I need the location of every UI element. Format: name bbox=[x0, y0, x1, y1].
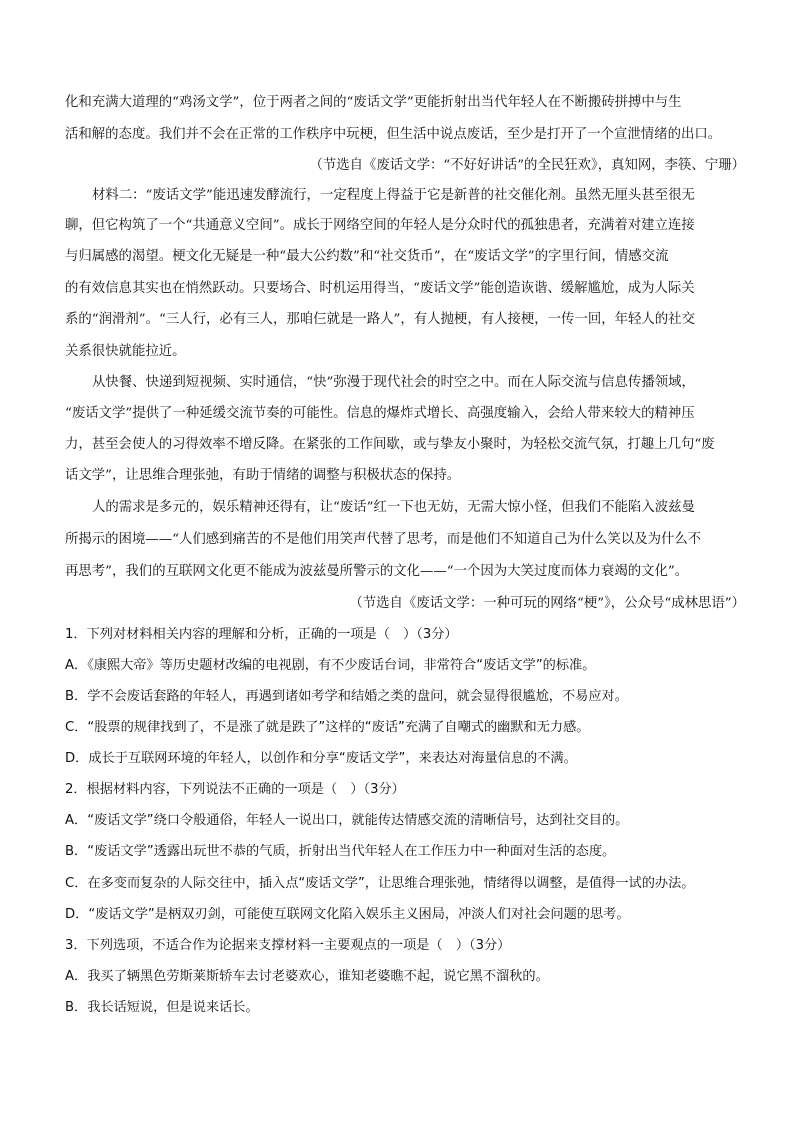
question-3-option-b: B．我长话短说，但是说来话长。 bbox=[65, 1000, 259, 1015]
material2-p1-line-1: 材料二：“废话文学”能迅速发酵流行，一定程度上得益于它是新普的社交催化剂。虽然无厘头甚至很无 bbox=[92, 188, 695, 203]
question-1-option-b: B．学不会废话套路的年轻人，再遇到诸如考学和结婚之类的盘问，就会显得很尴尬，不易应对。 bbox=[65, 689, 628, 704]
material1-source: （节选自《废话文学：“不好好讲话”的全民狂欢》，真知网，李筷、宁珊） bbox=[309, 158, 745, 173]
material2-source: （节选自《废话文学：一种可玩的网络“梗”》，公众号“成林思语”） bbox=[349, 596, 745, 611]
material2-p3-line-2: 所揭示的困境——“人们感到痛苦的不是他们用笑声代替了思考，而是他们不知道自己为什么笑以及为什么不 bbox=[65, 532, 702, 547]
question-1-option-a: A．《康熙大帝》等历史题材改编的电视剧，有不少废话台词，非常符合“废话文学”的标准。 bbox=[65, 658, 596, 673]
material2-p1-line-3: 与归属感的渴望。梗文化无疑是一种“最大公约数”和“社交货币”，在“废话文学”的字里行间，情感交流 bbox=[65, 249, 669, 264]
material2-p1-line-4: 的有效信息其实也在悄然跃动。只要场合、时机运用得当，“废话文学”能创造诙谐、缓解尴尬，成为人际关 bbox=[65, 281, 695, 296]
question-2-option-a: A．“废话文学”绕口令般通俗，年轻人一说出口，就能传达情感交流的清晰信号，达到社交目的。 bbox=[65, 813, 629, 828]
question-1-option-d: D．成长于互联网环境的年轻人，以创作和分享“废话文学”，来表达对海量信息的不满。 bbox=[65, 751, 577, 766]
material1-line-2: 活和解的态度。我们并不会在正常的工作秩序中玩梗，但生活中说点废话，至少是打开了一个宣泄情绪的出口。 bbox=[65, 127, 722, 142]
question-2-stem: 2．根据材料内容，下列说法不正确的一项是（ ）（3分） bbox=[65, 782, 405, 797]
material2-p2-line-2: “废话文学”提供了一种延缓交流节奏的可能性。信息的爆炸式增长、高强度输入，会给人带来较大的精神压 bbox=[65, 406, 695, 421]
question-2-option-c: C．在多变而复杂的人际交往中，插入点“废话文学”，让思维合理张弛，情绪得以调整，是值得一试的办法。 bbox=[65, 876, 695, 891]
material2-p3-line-1: 人的需求是多元的，娱乐精神还得有，让“废话”红一下也无妨，无需大惊小怪，但我们不能陷入波兹曼 bbox=[92, 500, 695, 515]
question-1-option-c: C．“股票的规律找到了，不是涨了就是跌了”这样的“废话”充满了自嘲式的幽默和无力感。 bbox=[65, 720, 590, 735]
question-3-stem: 3．下列选项，不适合作为论据来支撑材料一主要观点的一项是（ ）（3分） bbox=[65, 938, 511, 953]
material2-p3-line-3: 再思考”，我们的互联网文化更不能成为波兹曼所警示的文化——“一个因为大笑过度而体力衰竭的文化”。 bbox=[65, 564, 689, 579]
material2-p1-line-2: 聊，但它构筑了一个“共通意义空间”。成长于网络空间的年轻人是分众时代的孤独患者，充满着对建立连接 bbox=[65, 218, 695, 233]
question-2-option-b: B．“废话文学”透露出玩世不恭的气质，折射出当代年轻人在工作压力中一种面对生活的态度。 bbox=[65, 844, 616, 859]
material2-p2-line-3: 力，甚至会使人的习得效率不增反降。在紧张的工作间歇，或与挚友小聚时，为轻松交流气氛，打趣上几句“废 bbox=[65, 437, 715, 452]
question-2-option-d: D．“废话文学”是柄双刃剑，可能使互联网文化陷入娱乐主义困局，冲淡人们对社会问题的思考。 bbox=[65, 907, 630, 922]
question-1-stem: 1．下列对材料相关内容的理解和分析，正确的一项是（ ）（3分） bbox=[65, 627, 458, 642]
material2-p1-line-5: 系的“润滑剂”。“三人行，必有三人，那咱仨就是一路人”，有人抛梗，有人接梗，一传一回，年轻人的社交 bbox=[65, 312, 695, 327]
question-3-option-a: A．我买了辆黑色劳斯莱斯轿车去讨老婆欢心，谁知老婆瞧不起，说它黑不溜秋的。 bbox=[65, 969, 549, 984]
material2-p2-line-4: 话文学”，让思维合理张弛，有助于情绪的调整与积极状态的保持。 bbox=[65, 468, 461, 483]
material1-line-1: 化和充满大道理的“鸡汤文学”，位于两者之间的“废话文学”更能折射出当代年轻人在不断搬砖拼搏中与生 bbox=[65, 95, 682, 110]
material2-p1-line-6: 关系很快就能拉近。 bbox=[65, 344, 186, 359]
material2-p2-line-1: 从快餐、快递到短视频、实时通信，“快”弥漫于现代社会的时空之中。而在人际交流与信息传播领域， bbox=[92, 375, 695, 390]
